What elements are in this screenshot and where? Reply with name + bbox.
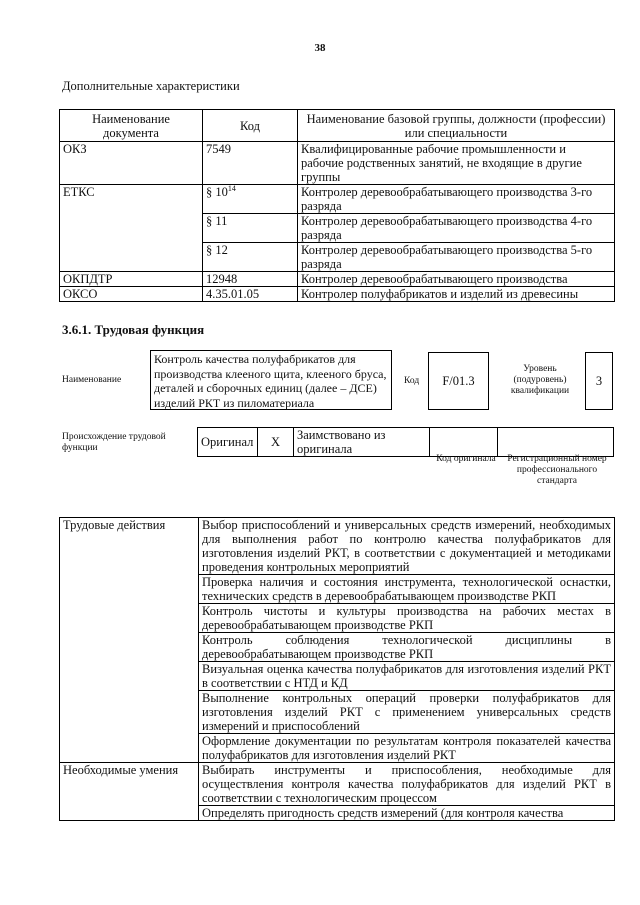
- name-cell: Контролер деревообрабатывающего производства: [298, 272, 615, 287]
- skill-item: Определять пригодность средств измерений (для контроля качества: [199, 806, 615, 821]
- action-item: Визуальная оценка качества полуфабрикатов для изготовления изделий РКТ в соответствии с НТД и КД: [199, 662, 615, 691]
- header-code: Код: [203, 110, 298, 142]
- code-label: Код: [404, 376, 420, 386]
- level-box: [585, 352, 613, 410]
- action-item: Выполнение контрольных операций проверки полуфабрикатов для изготовления изделий РКТ с применением универсальных средств измерений и приспособлений: [199, 691, 615, 734]
- original-label: Оригинал: [198, 428, 258, 457]
- function-title: 3.6.1. Трудовая функция: [62, 322, 205, 337]
- name-cell: Контролер деревообрабатывающего производства 5-го разряда: [298, 243, 615, 272]
- doc-cell: ОКСО: [60, 287, 203, 302]
- level-label: Уровень (подуровень) квалификации: [510, 364, 570, 396]
- table-row: [60, 142, 615, 185]
- table-header: [60, 110, 615, 142]
- header-name: Наименование базовой группы, должности (профессии) или специальности: [298, 110, 615, 142]
- table-row: [60, 272, 615, 287]
- name-cell: Контролер деревообрабатывающего производства 4-го разряда: [298, 214, 615, 243]
- code-original-caption: Код оригинала: [436, 454, 496, 464]
- code-cell: 7549: [203, 142, 298, 185]
- code-cell: 12948: [203, 272, 298, 287]
- characteristics-table: [59, 109, 615, 302]
- page-number: 38: [314, 42, 326, 54]
- function-name-box: [150, 350, 392, 410]
- doc-cell: ОКПДТР: [60, 272, 203, 287]
- function-code-box: [428, 352, 489, 410]
- name-cell: Контролер деревообрабатывающего производства 3-го разряда: [298, 185, 615, 214]
- action-item: Контроль соблюдения технологической дисциплины в деревообрабатывающем производстве РКП: [199, 633, 615, 662]
- function-name: Контроль качества полуфабрикатов для производства клееного щита, клееного бруса, деталей и сборочных единиц (далее – ДСЕ) изделий РКТ из пиломатериала: [154, 352, 387, 410]
- skills-label: Необходимые умения: [60, 763, 199, 821]
- code-cell: § 12: [203, 243, 298, 272]
- code-text: § 10: [206, 185, 228, 199]
- action-item: Контроль чистоты и культуры производства на рабочих местах в деревообрабатывающем производстве РКП: [199, 604, 615, 633]
- code-cell: 4.35.01.05: [203, 287, 298, 302]
- action-item: Оформление документации по результатам контроля показателей качества полуфабрикатов для изготовления изделий РКТ: [199, 734, 615, 763]
- table-row: [60, 763, 615, 806]
- reg-number-cell: [498, 428, 614, 457]
- code-cell: § 11: [203, 214, 298, 243]
- section-title: Дополнительные характеристики: [62, 79, 240, 93]
- origin-table: [197, 427, 614, 457]
- name-cell: Контролер полуфабрикатов и изделий из древесины: [298, 287, 615, 302]
- actions-label: Трудовые действия: [60, 518, 199, 763]
- name-cell: Квалифицированные рабочие промышленности и рабочие родственных занятий, не входящие в другие группы: [298, 142, 615, 185]
- header-doc: Наименование документа: [60, 110, 203, 142]
- name-label: Наименование: [62, 375, 122, 385]
- borrowed-label: Заимствовано из оригинала: [294, 428, 430, 457]
- doc-cell: ЕТКС: [60, 185, 203, 272]
- original-mark: X: [258, 428, 294, 457]
- table-row: [60, 185, 615, 214]
- code-original-cell: [430, 428, 498, 457]
- doc-cell: ОКЗ: [60, 142, 203, 185]
- action-item: Выбор приспособлений и универсальных средств измерений, необходимых для выполнения работ по контролю качества полуфабрикатов для изготовления изделий РКТ, в соответствии с документацией и методиками проведения контрольных мероприятий: [199, 518, 615, 575]
- table-row: [60, 518, 615, 575]
- origin-label: Происхождение трудовой функции: [62, 432, 166, 453]
- code-cell: [203, 185, 298, 214]
- footnote-ref: 14: [227, 183, 236, 193]
- level-value: 3: [595, 374, 603, 388]
- action-item: Проверка наличия и состояния инструмента, технологической оснастки, технических средств в деревообрабатывающем производстве РКП: [199, 575, 615, 604]
- skill-item: Выбирать инструменты и приспособления, необходимые для осуществления контроля качества полуфабрикатов для изделий РКТ в соответствии с технологическим процессом: [199, 763, 615, 806]
- reg-number-caption: Регистрационный номер профессионального стандарта: [507, 454, 607, 486]
- table-row: [60, 287, 615, 302]
- function-code: F/01.3: [442, 374, 475, 388]
- function-details-table: [59, 517, 615, 821]
